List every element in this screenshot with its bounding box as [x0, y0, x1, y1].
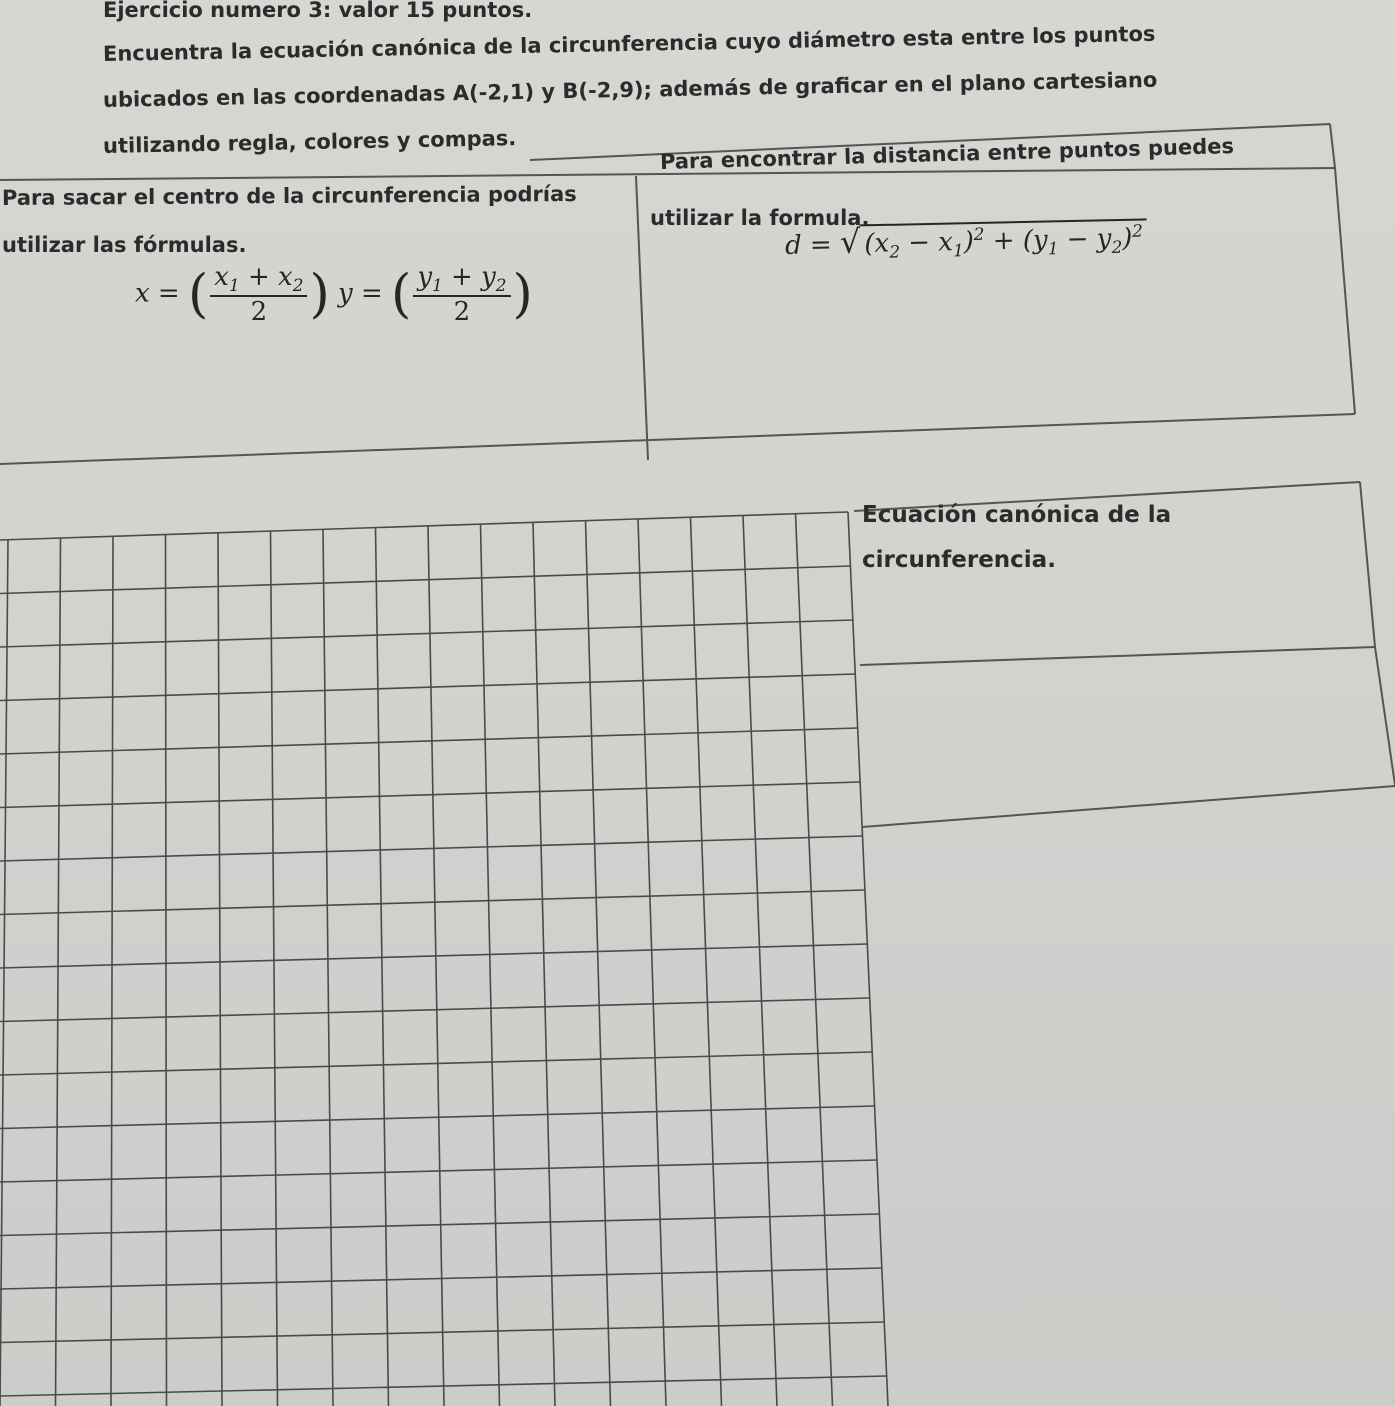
- sqrt-radicand: $(x_2 - x_1)^2 + (y_1 - y_2)^2$: [860, 219, 1148, 263]
- answer-box-lines: [854, 482, 1395, 827]
- grid-row-line: [0, 944, 867, 968]
- grid-column-line: [111, 537, 113, 1406]
- distance-box-line-2: utilizar la formula.: [650, 206, 870, 230]
- fraction-y-denominator: 2: [453, 297, 471, 328]
- grid-column-line: [271, 531, 278, 1406]
- right-paren-icon: ): [309, 264, 330, 325]
- cartesian-grid: [0, 512, 888, 1406]
- grid-row-line: [0, 728, 858, 754]
- grid-column-line: [481, 524, 500, 1406]
- sqrt-icon: √: [839, 222, 861, 261]
- grid-row-line: [0, 620, 853, 647]
- grid-row-line: [0, 1160, 877, 1182]
- grid-row-line: [0, 566, 850, 594]
- fraction-y-numerator: $y_1 + y_2$: [413, 262, 510, 297]
- left-paren-icon: (: [391, 264, 412, 325]
- grid-column-line: [586, 521, 611, 1406]
- grid-column-line: [323, 530, 333, 1406]
- distance-formula: [785, 216, 1148, 264]
- fraction-x: [210, 262, 307, 327]
- distance-box-line-1: Para encontrar la distancia entre puntos puedes: [659, 133, 1235, 174]
- fraction-x-denominator: 2: [250, 297, 268, 328]
- grid-row-line: [0, 890, 865, 915]
- grid-column-line: [166, 535, 167, 1406]
- fraction-y: [413, 262, 510, 327]
- grid-column-line: [0, 540, 8, 1406]
- instruction-line-1: Encuentra la ecuación canónica de la circunferencia cuyo diámetro esta entre los puntos: [102, 21, 1156, 66]
- right-paren-icon: ): [512, 264, 533, 325]
- center-box-line-1: Para sacar el centro de la circunferencia podrías: [1, 181, 577, 210]
- grid-column-line: [796, 514, 833, 1406]
- midpoint-formula: [135, 262, 533, 327]
- answer-box-line-2: circunferencia.: [862, 547, 1056, 573]
- grid-row-line: [0, 1214, 879, 1236]
- grid-row-line: [0, 836, 862, 861]
- grid-column-line: [218, 533, 222, 1406]
- grid-row-line: [0, 1106, 875, 1129]
- grid-row-line: [0, 674, 855, 701]
- grid-row-line: [0, 1052, 872, 1075]
- grid-column-line: [56, 538, 61, 1406]
- instruction-line-2: ubicados en las coordenadas A(-2,1) y B(-2,9); además de graficar en el plano cartesiano: [102, 67, 1158, 112]
- grid-column-line: [848, 512, 888, 1406]
- answer-box-line-1: Ecuación canónica de la: [862, 502, 1172, 528]
- grid-row-line: [0, 998, 870, 1022]
- center-box-line-2: utilizar las fórmulas.: [2, 233, 247, 257]
- left-paren-icon: (: [187, 264, 209, 325]
- grid-column-line: [376, 528, 389, 1406]
- grid-column-line: [428, 526, 444, 1406]
- grid-row-line: [0, 782, 860, 808]
- formula-y-label: y =: [338, 278, 383, 309]
- fraction-x-numerator: $x_1 + x_2$: [210, 262, 307, 297]
- exercise-title: Ejercicio numero 3: valor 15 puntos.: [103, 0, 533, 22]
- grid-column-line: [743, 516, 777, 1406]
- grid-column-line: [533, 523, 555, 1406]
- formula-d-label: d =: [784, 230, 833, 261]
- formula-x-label: x =: [135, 278, 180, 309]
- instruction-line-3: utilizando regla, colores y compas.: [102, 126, 517, 158]
- grid-row-line: [0, 512, 848, 540]
